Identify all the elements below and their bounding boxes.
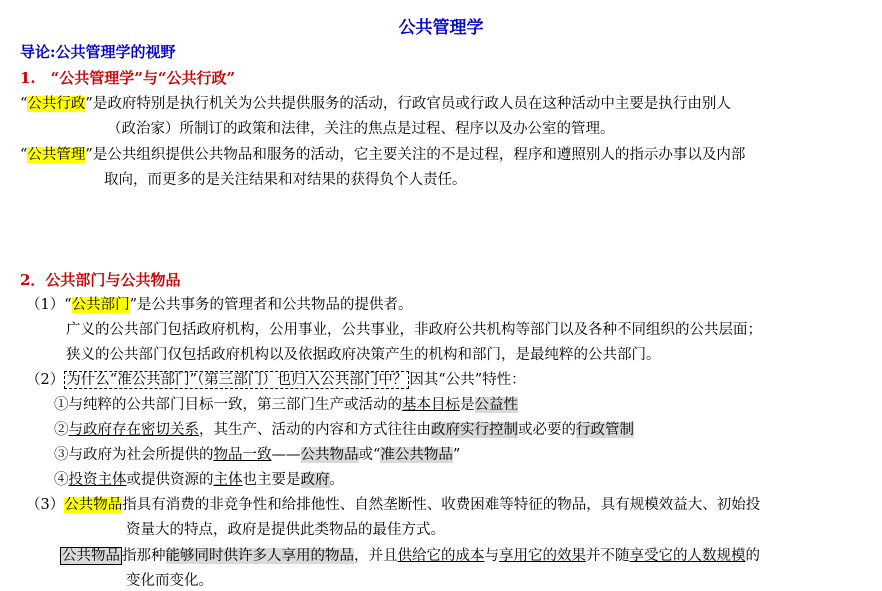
definition-text: 的 bbox=[745, 548, 760, 564]
quote-open: “ bbox=[20, 96, 28, 112]
term-public-sector: 公共部门 bbox=[71, 297, 130, 313]
section-1-heading: 1. “公共管理学”与“公共行政” bbox=[20, 69, 236, 87]
reason-text: ①与纯粹的公共部门目标一致，第三部门生产或活动的 bbox=[54, 397, 402, 413]
definition-text: ”是政府特别是执行机关为公共提供服务的活动，行政官员或行政人员在这种活动中主要是执行由别人 bbox=[85, 96, 731, 112]
public-sector-definition bbox=[26, 295, 413, 315]
quasi-public-question bbox=[26, 370, 526, 390]
public-administration-definition bbox=[20, 94, 731, 114]
underlined-subject: 主体 bbox=[213, 472, 243, 488]
underlined-user-scale: 享受它的人数规模 bbox=[629, 548, 746, 564]
public-goods-continuation: 资量大的特点，政府是提供此类物品的最佳方式。 bbox=[126, 522, 445, 538]
shaded-public-welfare: 公益性 bbox=[474, 397, 518, 413]
reason-text: 也主要是 bbox=[242, 472, 301, 488]
reason-1 bbox=[54, 395, 518, 415]
underlined-supply-cost: 供给它的成本 bbox=[397, 548, 485, 564]
public-sector-narrow: 狭义的公共部门仅包括政府机构以及依据政府决策产生的机构和部门，是最纯粹的公共部门。 bbox=[66, 347, 661, 363]
term-public-administration: 公共行政 bbox=[27, 96, 86, 112]
underlined-use-effect: 享用它的效果 bbox=[499, 548, 586, 564]
quote-open: “ bbox=[20, 147, 28, 163]
underlined-investor: 投资主体 bbox=[68, 472, 127, 488]
reason-3 bbox=[54, 445, 460, 465]
public-goods-definition bbox=[26, 495, 760, 515]
question-rest: 因其“公共”特性： bbox=[409, 372, 526, 388]
shaded-public-goods: 公共物品 bbox=[300, 447, 359, 463]
section-2-heading: 2．公共部门与公共物品 bbox=[20, 271, 181, 289]
boxed-term-public-goods: 公共物品 bbox=[62, 548, 120, 564]
definition-text: ”是公共事务的管理者和公共物品的提供者。 bbox=[129, 297, 413, 313]
underlined-basic-goal: 基本目标 bbox=[402, 397, 460, 413]
shaded-admin-control: 行政管制 bbox=[576, 422, 634, 438]
page-title: 公共管理学 bbox=[398, 18, 484, 38]
underlined-goods-consistent: 物品一致 bbox=[213, 447, 272, 463]
reason-text: 或“ bbox=[358, 447, 381, 463]
shaded-quasi-public-goods: 准公共物品 bbox=[380, 447, 453, 463]
reason-text: 。 bbox=[329, 472, 344, 488]
underlined-close-relation: 与政府存在密切关系 bbox=[68, 422, 199, 438]
public-management-continuation: 取向，而更多的是关注结果和对结果的获得负个人责任。 bbox=[104, 172, 467, 188]
reason-4 bbox=[54, 470, 344, 490]
reason-text: 或提供资源的 bbox=[126, 472, 214, 488]
intro-heading: 导论:公共管理学的视野 bbox=[20, 43, 176, 61]
definition-text: 指那种 bbox=[122, 548, 166, 564]
definition-text: 与 bbox=[484, 548, 499, 564]
item-number: （3） bbox=[26, 497, 65, 513]
reason-text: ③与政府为社会所提供的 bbox=[54, 447, 214, 463]
reason-text: ，其生产、活动的内容和方式往往由 bbox=[199, 422, 431, 438]
public-sector-broad: 广义的公共部门包括政府机构，公用事业，公共事业，非政府公共机构等部门以及各种不同组织的公共层面； bbox=[66, 322, 762, 338]
public-goods-alt-continuation: 变化而变化。 bbox=[126, 573, 213, 589]
shaded-government-control: 政府实行控制 bbox=[431, 422, 518, 438]
reason-2 bbox=[54, 420, 634, 440]
definition-text: ，并且 bbox=[354, 548, 398, 564]
item-number: （1）“ bbox=[26, 297, 72, 313]
term-public-goods: 公共物品 bbox=[64, 497, 123, 513]
boxed-question: 为什么“准公共部门”（第三部门）也归入公共部门中？ bbox=[66, 372, 408, 388]
definition-text: ”是公共组织提供公共物品和服务的活动，它主要关注的不是过程，程序和遵照别人的指示办事以及内部 bbox=[85, 147, 746, 163]
public-administration-continuation: （政治家）所制订的政策和法律，关注的焦点是过程、程序以及办公室的管理。 bbox=[107, 121, 615, 137]
definition-text: 并不随 bbox=[586, 548, 630, 564]
item-number: （2） bbox=[26, 372, 65, 388]
shaded-government: 政府 bbox=[300, 472, 330, 488]
reason-text: 或必要的 bbox=[518, 422, 576, 438]
public-management-definition bbox=[20, 145, 745, 165]
term-public-management: 公共管理 bbox=[27, 147, 86, 163]
public-goods-alt-definition bbox=[60, 546, 760, 566]
reason-text: 是 bbox=[460, 397, 475, 413]
shaded-shared-goods: 能够同时供许多人享用的物品 bbox=[165, 548, 354, 564]
reason-number: ④ bbox=[54, 472, 69, 488]
reason-text: ” bbox=[452, 447, 461, 463]
reason-text: —— bbox=[271, 447, 301, 463]
reason-number: ② bbox=[54, 422, 69, 438]
definition-text: 指具有消费的非竞争性和给排他性、自然垄断性、收费困难等特征的物品，具有规模效益大、初始投 bbox=[122, 497, 761, 513]
